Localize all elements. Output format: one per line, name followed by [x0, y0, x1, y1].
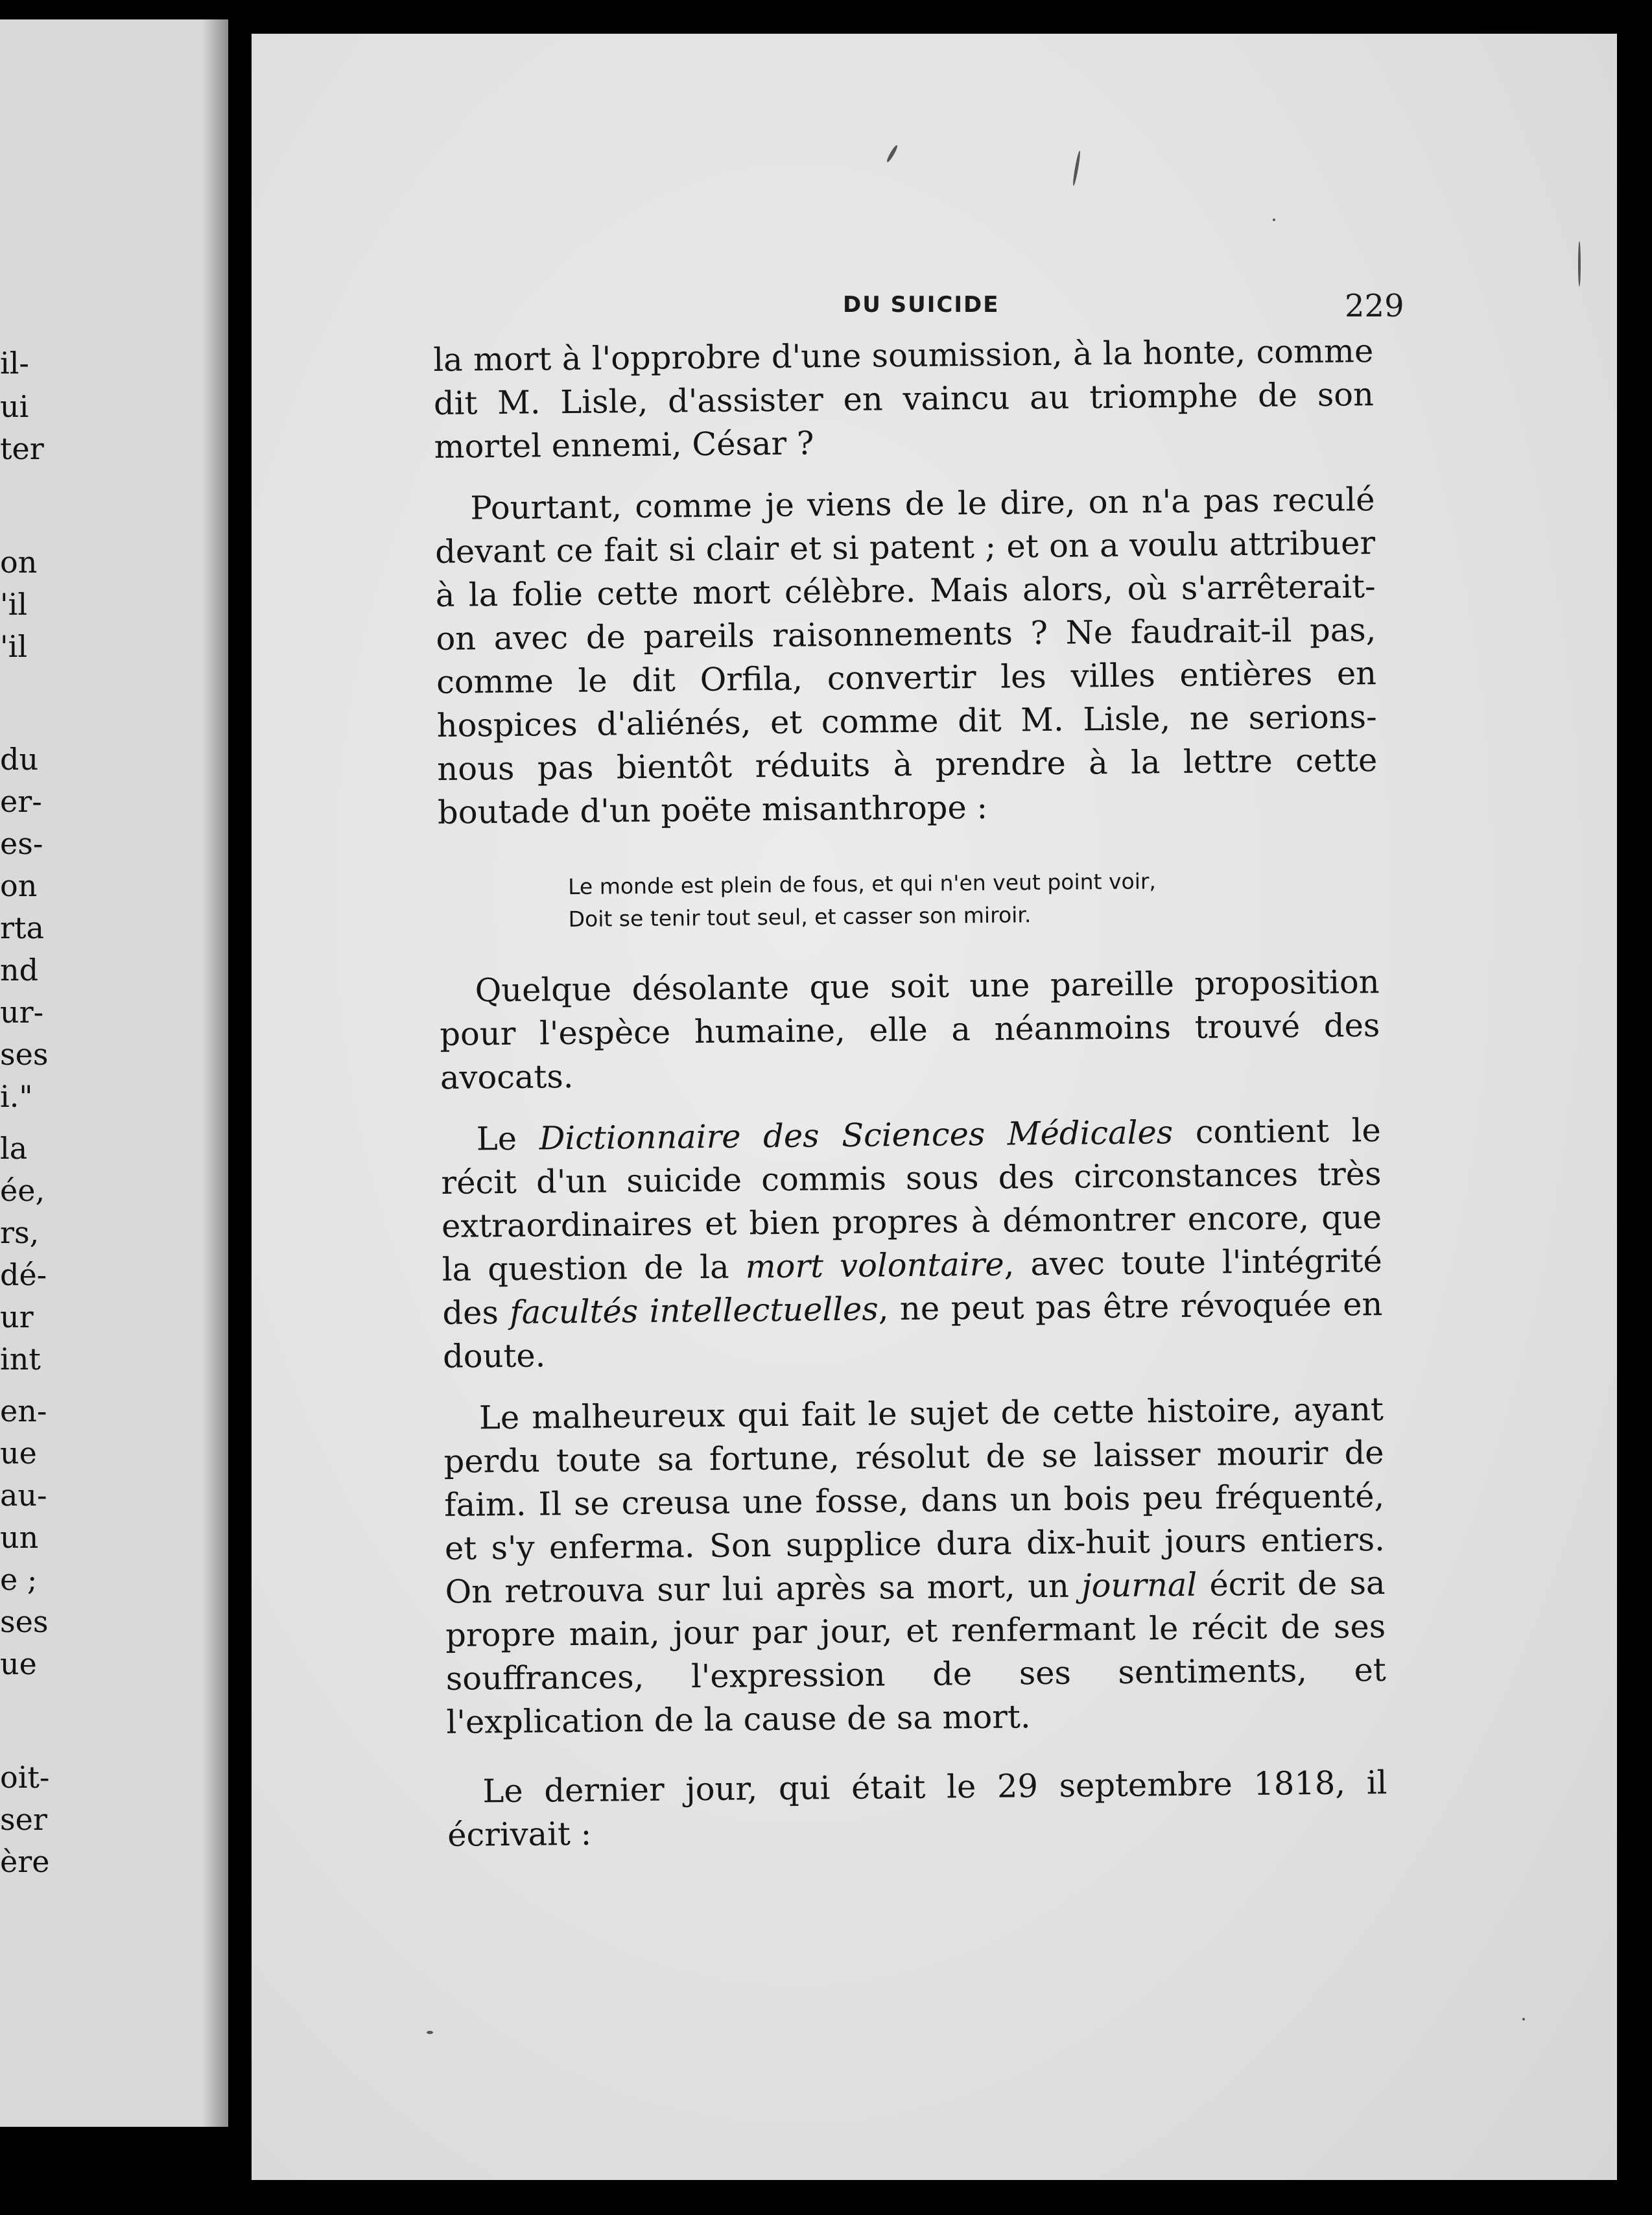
scan-speck [1522, 2018, 1525, 2020]
scan-speck [427, 2031, 433, 2034]
left-fragment: ur [0, 1299, 34, 1334]
paragraph-2: Pourtant, comme je viens de le dire, on n'a pas reculé devant ce fait si clair et si patent ; et on a voulu attribuer à la folie cette mort célèbre. Mais alors, où s'arrêterait-on avec de pareils raisonnements ? Ne faudrait-il pas, comme le dit Orfila, convertir les villes entières en hospices d'aliénés, et comme dit M. Lisle, ne serions-nous pas bientôt réduits à prendre à la lettre cette boutade d'un poëte misanthrope : [434, 480, 1378, 831]
gutter-shadow [202, 19, 228, 2127]
left-fragment: en- [0, 1393, 47, 1428]
scan-speck [1072, 150, 1081, 186]
book-gutter [228, 0, 252, 2215]
left-fragment: 'il [0, 587, 28, 622]
verse-line-1: Le monde est plein de fous, et qui n'en veut point voir, [567, 868, 1157, 900]
left-fragment: ue [0, 1436, 37, 1471]
left-fragment: ée, [0, 1173, 45, 1208]
left-fragment: ter [0, 431, 44, 466]
left-fragment: ère [0, 1844, 50, 1879]
paragraph-5-text: écrit de sa propre main, jour par jour, et renfermant le récit de ses souffrances, l'expression de ses sentiments, et l'explication de la cause de sa mort. [445, 1563, 1387, 1741]
paragraph-1: la mort à l'opprobre d'une soumission, à la honte, comme dit M. Lisle, d'assister en vaincu au triomphe de son mortel ennemi, César ? [433, 332, 1375, 466]
left-fragment: la [0, 1131, 28, 1166]
verse-line-2: Doit se tenir tout seul, et casser son miroir. [568, 902, 1032, 932]
italic-title: Dictionnaire des Sciences Médicales [539, 1113, 1174, 1157]
left-fragment: ser [0, 1802, 47, 1837]
scan-speck [1273, 219, 1275, 221]
left-fragment: au- [0, 1478, 47, 1513]
left-fragment: oit- [0, 1760, 50, 1795]
left-fragment: nd [0, 953, 39, 988]
left-fragment: dé- [0, 1257, 47, 1292]
italic-term: mort volontaire [745, 1245, 1004, 1286]
book-page [252, 34, 1617, 2180]
paragraph-4-text: Le [476, 1119, 539, 1158]
paragraph-4-text: contient le récit d'un suicide commis sous des circonstances très extraordinaires et bien propres à démontrer encore, que la question de la [441, 1111, 1382, 1288]
left-fragment: int [0, 1342, 41, 1377]
left-fragment: er- [0, 784, 42, 819]
verse-quotation [568, 863, 1379, 936]
left-fragment: 'il [0, 629, 28, 664]
left-fragment: ue [0, 1646, 37, 1681]
left-fragment: ur- [0, 995, 44, 1030]
paragraph-4 [441, 1109, 1384, 1379]
left-fragment: on [0, 868, 38, 903]
page-body [433, 329, 1387, 1857]
left-fragment: il- [0, 346, 29, 381]
paragraph-5-text: Le malheureux qui fait le sujet de cette histoire, ayant perdu toute sa fortune, résolut de se laisser mourir de faim. Il se creusa une fosse, dans un bois peu fréquenté, et s'y enferma. Son supplice dura dix-huit jours entiers. On retrouva sur lui après sa mort, un [443, 1390, 1386, 1611]
page-number: 229 [1345, 288, 1404, 324]
paragraph-3: Quelque désolante que soit une pareille proposition pour l'espèce humaine, elle a néanmoins trouvé des avocats. [440, 963, 1380, 1096]
left-fragment: du [0, 742, 39, 777]
left-fragment: rs, [0, 1215, 40, 1250]
left-fragment: on [0, 545, 38, 580]
paragraph-5 [443, 1388, 1387, 1744]
left-fragment: ui [0, 389, 29, 424]
left-fragment: ses [0, 1604, 49, 1639]
left-fragment: rta [0, 910, 44, 945]
left-page-fragment [0, 19, 228, 2127]
scan-speck [886, 145, 899, 163]
left-fragment: un [0, 1520, 39, 1555]
left-fragment: i." [0, 1079, 33, 1114]
italic-term: facultés intellectuelles [510, 1290, 879, 1331]
left-fragment: e ; [0, 1562, 38, 1597]
left-fragment: es- [0, 826, 43, 861]
paragraph-4-text: , ne peut pas être révoquée en doute. [442, 1285, 1383, 1375]
running-head: DU SUICIDE [843, 292, 1000, 318]
paragraph-6: Le dernier jour, qui était le 29 septembre 1818, il écrivait : [447, 1763, 1387, 1854]
italic-term: journal [1081, 1565, 1198, 1605]
left-fragment: ses [0, 1037, 49, 1072]
scan-speck [1578, 241, 1581, 287]
paragraph-4-text: , avec toute l'intégrité des [442, 1242, 1382, 1332]
